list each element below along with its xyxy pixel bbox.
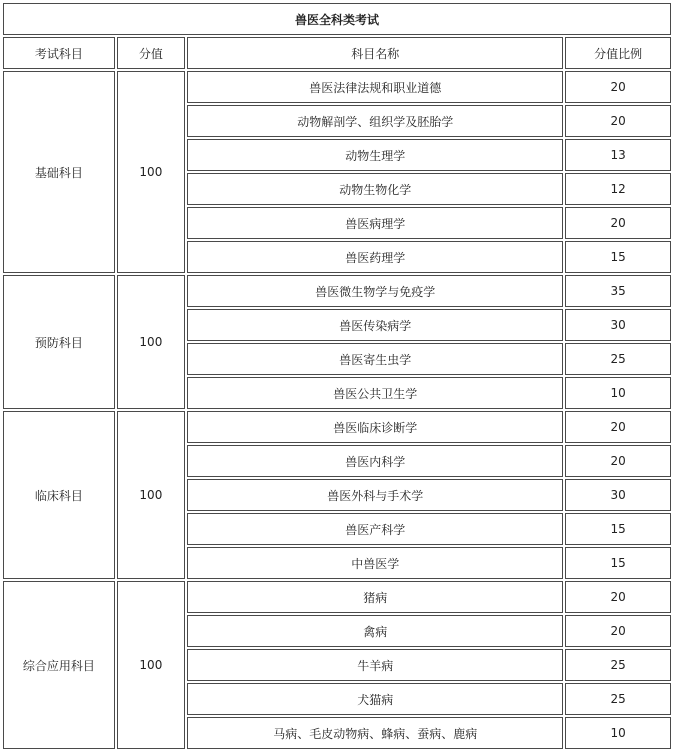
subject-ratio: 15 <box>565 241 671 273</box>
subject-name: 马病、毛皮动物病、蜂病、蚕病、鹿病 <box>187 717 563 749</box>
subject-name: 犬猫病 <box>187 683 563 715</box>
subject-ratio: 30 <box>565 479 671 511</box>
subject-ratio: 35 <box>565 275 671 307</box>
subject-ratio: 15 <box>565 547 671 579</box>
header-row <box>3 37 671 69</box>
subject-name: 兽医公共卫生学 <box>187 377 563 409</box>
table-row <box>3 71 671 103</box>
subject-name: 动物生物化学 <box>187 173 563 205</box>
subject-ratio: 20 <box>565 445 671 477</box>
subject-ratio: 20 <box>565 615 671 647</box>
subject-name: 兽医内科学 <box>187 445 563 477</box>
subject-ratio: 30 <box>565 309 671 341</box>
subject-ratio: 20 <box>565 411 671 443</box>
subject-name: 兽医病理学 <box>187 207 563 239</box>
subject-ratio: 20 <box>565 581 671 613</box>
subject-ratio: 20 <box>565 207 671 239</box>
header-ratio: 分值比例 <box>565 37 671 69</box>
category-score: 100 <box>117 71 185 273</box>
subject-ratio: 20 <box>565 71 671 103</box>
subject-ratio: 20 <box>565 105 671 137</box>
header-category: 考试科目 <box>3 37 115 69</box>
subject-name: 兽医寄生虫学 <box>187 343 563 375</box>
table-row <box>3 275 671 307</box>
category-name: 临床科目 <box>3 411 115 579</box>
subject-name: 兽医外科与手术学 <box>187 479 563 511</box>
category-score: 100 <box>117 411 185 579</box>
subject-name: 牛羊病 <box>187 649 563 681</box>
subject-name: 兽医临床诊断学 <box>187 411 563 443</box>
subject-ratio: 10 <box>565 717 671 749</box>
header-subject: 科目名称 <box>187 37 563 69</box>
title-row <box>3 3 671 35</box>
category-name: 预防科目 <box>3 275 115 409</box>
category-name: 基础科目 <box>3 71 115 273</box>
exam-table <box>1 1 673 751</box>
subject-name: 兽医微生物学与免疫学 <box>187 275 563 307</box>
table-row <box>3 581 671 613</box>
subject-name: 兽医传染病学 <box>187 309 563 341</box>
subject-name: 禽病 <box>187 615 563 647</box>
category-name: 综合应用科目 <box>3 581 115 749</box>
subject-name: 动物生理学 <box>187 139 563 171</box>
subject-ratio: 13 <box>565 139 671 171</box>
subject-name: 兽医药理学 <box>187 241 563 273</box>
subject-ratio: 25 <box>565 683 671 715</box>
table-title: 兽医全科类考试 <box>3 3 671 35</box>
subject-ratio: 25 <box>565 649 671 681</box>
subject-name: 兽医产科学 <box>187 513 563 545</box>
subject-ratio: 15 <box>565 513 671 545</box>
subject-name: 中兽医学 <box>187 547 563 579</box>
subject-ratio: 25 <box>565 343 671 375</box>
category-score: 100 <box>117 275 185 409</box>
subject-name: 猪病 <box>187 581 563 613</box>
category-score: 100 <box>117 581 185 749</box>
subject-ratio: 12 <box>565 173 671 205</box>
subject-name: 动物解剖学、组织学及胚胎学 <box>187 105 563 137</box>
header-score: 分值 <box>117 37 185 69</box>
subject-name: 兽医法律法规和职业道德 <box>187 71 563 103</box>
table-row <box>3 411 671 443</box>
subject-ratio: 10 <box>565 377 671 409</box>
